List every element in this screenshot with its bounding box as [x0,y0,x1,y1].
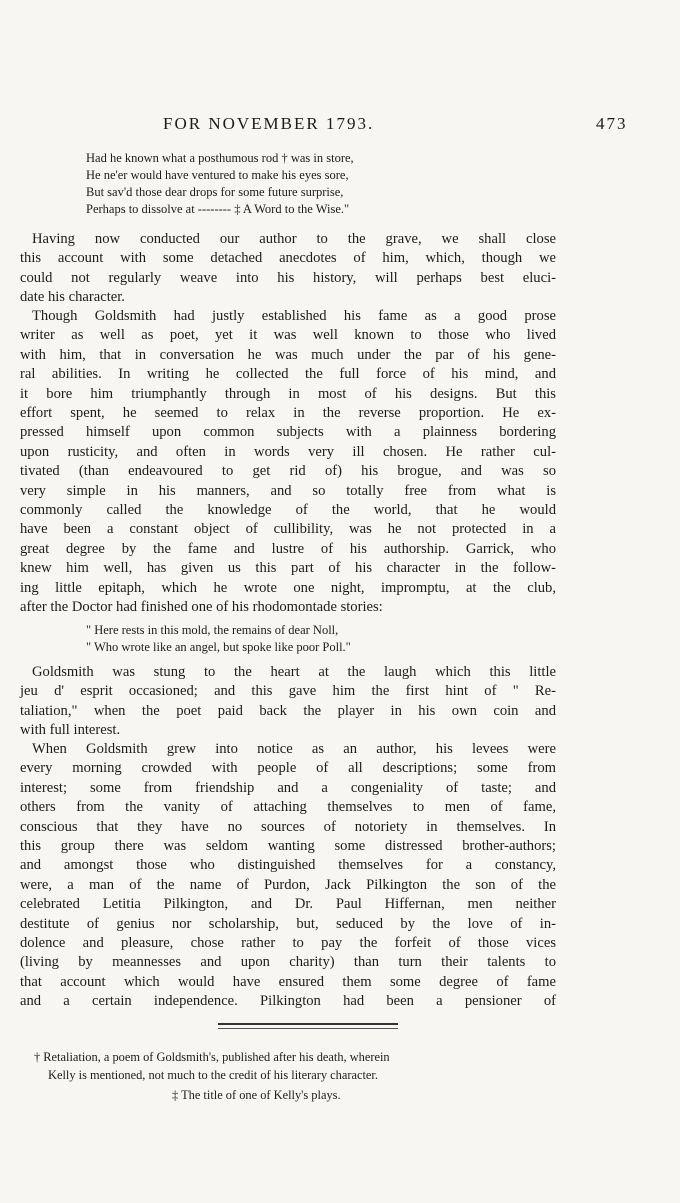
text-line: that account which would have ensured them some degree of fame [20,973,556,990]
text-line: and amongst those who distinguished themselves for a constancy, [20,857,556,874]
text-line: Though Goldsmith had justly established his fame as a good prose [32,308,556,324]
paragraph-4 [20,740,556,1012]
text-line: tivated (than endeavoured to get rid of) his brogue, and was so [20,463,556,480]
page-number: 473 [596,114,628,133]
running-title: FOR NOVEMBER 1793. [163,114,375,133]
text-line: dolence and pleasure, chose rather to pay the forfeit of those vices [20,935,556,952]
text-line: ing little epitaph, which he wrote one night, impromptu, at the club, [20,579,556,596]
verse-line: He ne'er would have ventured to make his eyes sore, [86,168,349,182]
text-line: (living by meannesses and upon charity) than turn their talents to [20,954,556,971]
text-line: interest; some from friendship and a congeniality of taste; and [20,779,556,796]
footnote-rule [218,1023,398,1025]
text-line: this group there was seldom wanting some distressed brother-authors; [20,838,556,855]
text-line: with full interest. [20,722,121,739]
text-line: great degree by the fame and lustre of his authorship. Garrick, who [20,540,556,557]
text-line: ral abilities. In writing he collected the full force of his mind, and [20,366,556,383]
text-line: have been a constant object of cullibility, was he not protected in a [20,521,556,538]
running-header [0,114,680,138]
text-line: conscious that they have no sources of notoriety in themselves. In [20,818,556,835]
footnote-rule-thin [218,1028,398,1029]
text-line: date his character. [20,289,125,306]
text-line: destitute of genius nor scholarship, but, seduced by the love of in- [20,915,556,932]
footnote-dagger-cont: Kelly is mentioned, not much to the credit of his literary character. [48,1068,378,1082]
verse-line: Perhaps to dissolve at -------- ‡ A Word to the Wise." [86,202,350,216]
text-line: and a certain independence. Pilkington had been a pensioner of [20,993,556,1010]
text-line: after the Doctor had finished one of his rhodomontade stories: [20,599,383,616]
text-line: pressed himself upon common subjects with a plainness bordering [20,424,556,441]
epitaph-line: " Who wrote like an angel, but spoke like poor Poll." [86,640,351,654]
verse-line: Had he known what a posthumous rod † was in store, [86,151,354,165]
text-line: could not regularly weave into his history, will perhaps best eluci- [20,269,556,286]
footnote-double-dagger: ‡ The title of one of Kelly's plays. [172,1088,341,1102]
text-line: others from the vanity of attaching themselves to men of fame, [20,799,556,816]
text-line: this account with some detached anecdotes of him, which, though we [20,250,556,267]
paragraph-3 [20,663,556,741]
text-line: with him, that in conversation he was much under the par of his gene- [20,346,556,363]
text-line: Having now conducted our author to the grave, we shall close [32,231,556,247]
text-line: were, a man of the name of Purdon, Jack Pilkington the son of the [20,876,556,893]
text-line: effort spent, he seemed to relax in the reverse proportion. He ex- [20,405,556,422]
verse-line: But sav'd those dear drops for some future surprise, [86,185,344,199]
text-line: jeu d' esprit occasioned; and this gave him the first hint of " Re- [20,683,556,700]
text-line: writer as well as poet, yet it was well known to those who lived [20,327,556,344]
epitaph-line: " Here rests in this mold, the remains of dear Noll, [86,623,339,637]
text-line: commonly called the knowledge of the world, that he would [20,502,556,519]
text-line: upon rusticity, and often in words very ill chosen. He rather cul- [20,443,556,460]
paragraph-2 [20,307,556,618]
text-line: every morning crowded with people of all descriptions; some from [20,760,556,777]
text-line: Goldsmith was stung to the heart at the laugh which this little [32,664,556,680]
text-line: taliation," when the poet paid back the player in his own coin and [20,702,556,719]
text-line: knew him well, has given us this part of his character in the follow- [20,560,556,577]
text-line: very simple in his manners, and so totally free from what is [20,482,556,499]
text-line: When Goldsmith grew into notice as an author, his levees were [32,741,556,757]
text-line: celebrated Letitia Pilkington, and Dr. Paul Hiffernan, men neither [20,896,556,913]
text-line: it bore him triumphantly through in most of his designs. But this [20,385,556,402]
footnote-dagger: † Retaliation, a poem of Goldsmith's, published after his death, wherein [34,1050,390,1064]
paragraph-1 [20,230,556,308]
